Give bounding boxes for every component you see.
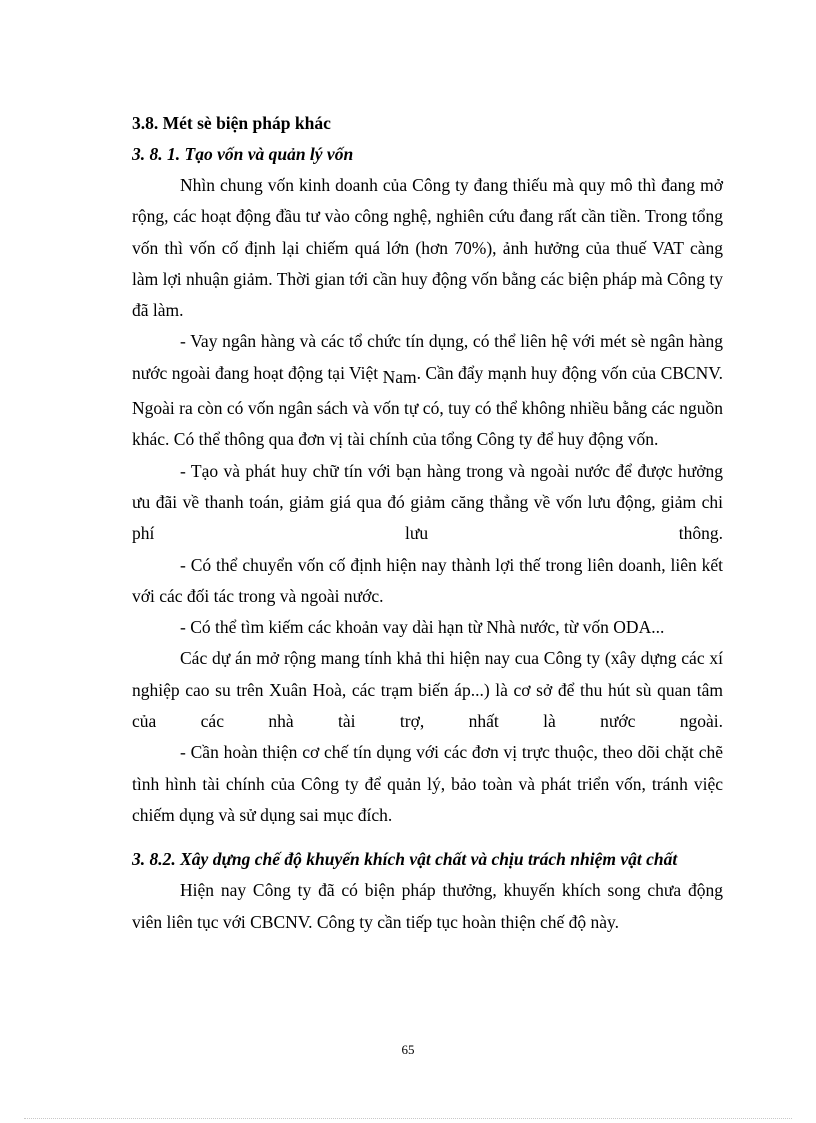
bank-loans-text-end: . Cần đẩy mạnh huy động vốn của CBCNV. Ngoài ra còn có vốn ngân sách và vốn tự có, tuy có thể không nhiều bằng các nguồn khác. Có thể thông qua đơn vị tài chính của tổng Công ty để huy động vốn. [132, 362, 723, 450]
bank-loans-text-start: - Vay ngân hàng và các tổ chức tín dụng, có thể liên hệ với mét sè ngân hàng nước ngoài đang hoạt động tại Việt [132, 331, 723, 383]
paragraph-credit-reputation: - Tạo và phát huy chữ tín với bạn hàng trong và ngoài nước để được hưởng ưu đãi về thanh toán, giảm giá qua đó giảm căng thẳng về vốn lưu động, giảm chi phí lưu thông. [132, 460, 723, 544]
paragraph-long-term-loans: - Có thể tìm kiếm các khoản vay dài hạn từ Nhà nước, từ vốn ODA... [180, 617, 665, 638]
paragraph-projects: Các dự án mở rộng mang tính khả thi hiện nay cua Công ty (xây dựng các xí nghiệp cao su trên Xuân Hoà, các trạm biến áp...) là cơ sở để thu hút sù quan tâm của các nhà tài trợ, nhất là nước ngoài. [132, 648, 723, 732]
page-bottom-divider [24, 1118, 792, 1119]
subsection-heading-2: 3. 8.2. Xây dựng chế độ khuyến khích vật chất và chịu trách nhiệm vật chất [132, 849, 678, 870]
paragraph-fixed-capital: - Có thể chuyển vốn cố định hiện nay thành lợi thế trong liên doanh, liên kết với các đối tác trong và ngoài nước. [132, 554, 723, 606]
section-gap [132, 831, 723, 844]
paragraph-intro: Nhìn chung vốn kinh doanh của Công ty đang thiếu mà quy mô thì đang mở rộng, các hoạt động đầu tư vào công nghệ, nghiên cứu đang rất cần tiền. Trong tổng vốn thì vốn cố định lại chiếm quá lớn (hơn 70%), ảnh hưởng của thuế VAT càng làm lợi nhuận giảm. Thời gian tới cần huy động vốn bằng các biện pháp mà Công ty đã làm. [132, 175, 723, 321]
paragraph-bank-loans [132, 326, 723, 455]
section-heading: 3.8. Mét sè biện pháp khác [132, 113, 331, 133]
page-number: 65 [401, 1042, 415, 1057]
paragraph-credit-mechanism: - Cần hoàn thiện cơ chế tín dụng với các đơn vị trực thuộc, theo dõi chặt chẽ tình hình tài chính của Công ty để quản lý, bảo toàn và phát triển vốn, tránh việc chiếm dụng và sử dụng sai mục đích. [132, 742, 723, 825]
bank-loans-nam: Nam [382, 366, 417, 387]
paragraph-incentives: Hiện nay Công ty đã có biện pháp thưởng, khuyến khích song chưa động viên liên tục với CBCNV. Công ty cần tiếp tục hoàn thiện chế độ này. [132, 880, 723, 932]
page-content [132, 108, 723, 938]
subsection-heading-1: 3. 8. 1. Tạo vốn và quản lý vốn [132, 144, 354, 164]
